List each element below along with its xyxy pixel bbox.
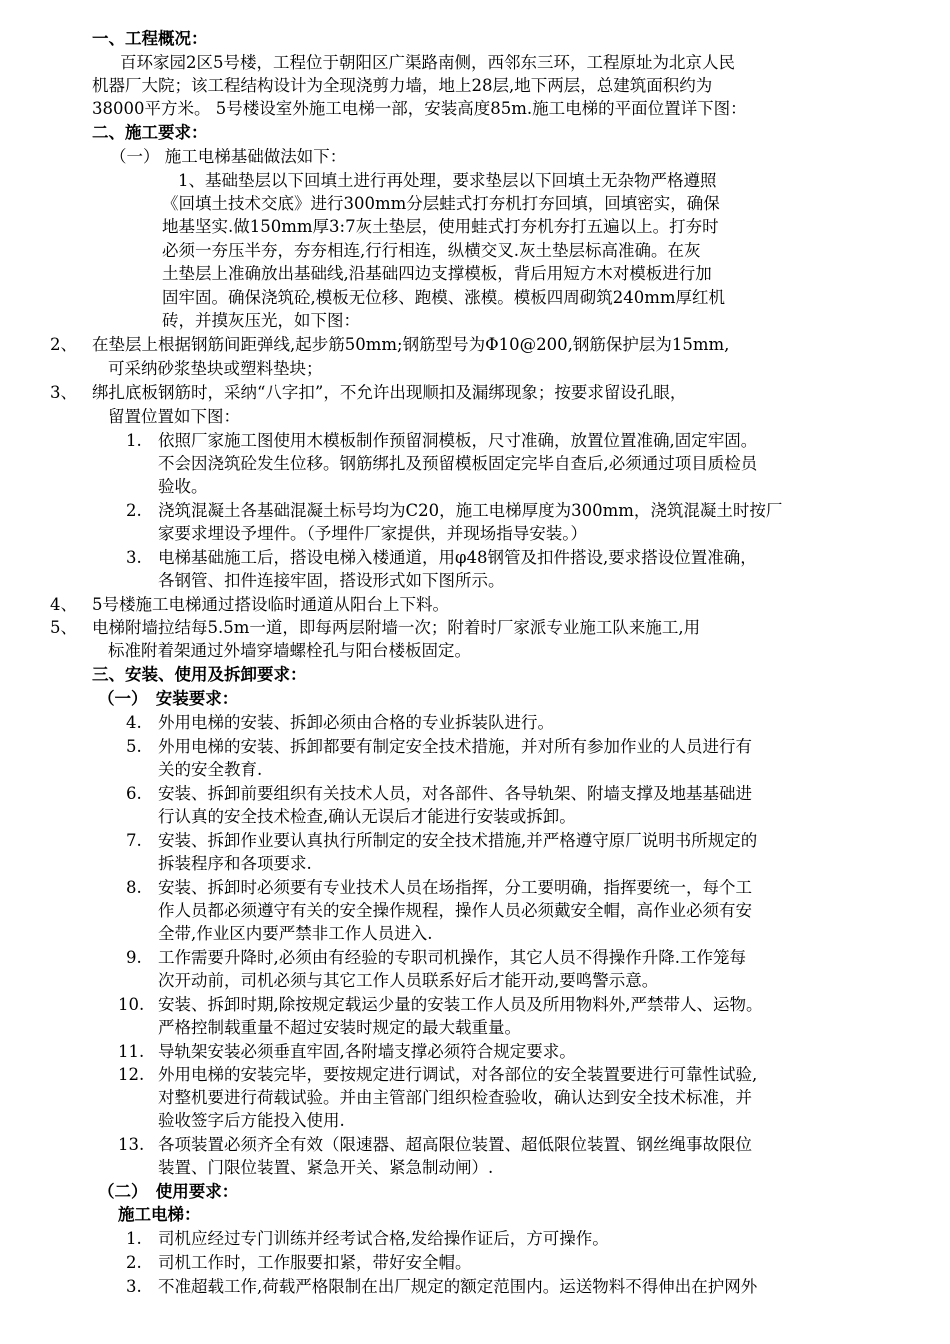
item3-number: 3、 [50, 383, 77, 402]
item3-line: 绑扎底板钢筋时，采纳“八字扣”，不允许出现顺扣及漏绑现象；按要求留设孔眼， [92, 383, 687, 402]
install-item-line: 次开动前，司机必须与其它工作人员联系好后才能开动,要鸣警示意。 [158, 971, 659, 990]
use-item-line: 司机应经过专门训练并经考试合格,发给操作证后，方可操作。 [158, 1229, 609, 1248]
item3-line: 留置位置如下图： [108, 407, 240, 426]
install-item-number: 6. [126, 784, 142, 803]
use-item-number: 3. [126, 1277, 142, 1296]
install-item-line: 对整机要进行荷载试验。并由主管部门组织检查验收，确认达到安全技术标准，并 [158, 1088, 752, 1107]
section1-heading: 一、工程概况： [92, 29, 208, 48]
install-item-line: 安装、拆卸时必须要有专业技术人员在场指挥，分工要明确，指挥要统一，每个工 [158, 878, 752, 897]
section2-subheading: （一） 施工电梯基础做法如下： [110, 147, 347, 166]
item4-number: 4、 [50, 595, 77, 614]
install-item-line: 安装、拆卸前要组织有关技术人员，对各部件、各导轨架、附墙支撑及地基基础进 [158, 784, 752, 803]
install-item-number: 12. [118, 1065, 145, 1084]
install-item-number: 5. [126, 737, 142, 756]
item2-line: 在垫层上根据钢筋间距弹线,起步筋50mm;钢筋型号为Φ10@200,钢筋保护层为15mm, [92, 335, 730, 354]
install-item-number: 7. [126, 831, 142, 850]
item1-line: 必须一夯压半夯，夯夯相连,行行相连，纵横交叉.灰土垫层标高准确。在灰 [162, 241, 701, 260]
item1-line: 《回填土技术交底》进行300mm分层蛙式打夯机打夯回填，回填密实，确保 [162, 194, 720, 213]
item4-line: 5号楼施工电梯通过搭设临时通道从阳台上下料。 [92, 595, 449, 614]
section1-line: 38000平方米。 5号楼设室外施工电梯一部，安装高度85m.施工电梯的平面位置详下图： [92, 99, 747, 118]
install-item-number: 8. [126, 878, 142, 897]
item3-sub-line: 验收。 [158, 477, 208, 496]
install-item-number: 10. [118, 995, 145, 1014]
item1-line: 砖，并摸灰压光，如下图： [162, 311, 360, 330]
install-item-line: 各项装置必须齐全有效（限速器、超高限位装置、超低限位装置、钢丝绳事故限位 [158, 1135, 752, 1154]
item1-line: 1、基础垫层以下回填土进行再处理，要求垫层以下回填土无杂物严格遵照 [178, 171, 717, 190]
install-item-line: 外用电梯的安装、拆卸都要有制定安全技术措施，并对所有参加作业的人员进行有 [158, 737, 752, 756]
install-item-line: 行认真的安全技术检查,确认无误后才能进行安装或拆卸。 [158, 807, 576, 826]
install-item-number: 4. [126, 713, 142, 732]
item5-number: 5、 [50, 618, 77, 637]
item1-line: 地基坚实.做150mm厚3:7灰土垫层，使用蛙式打夯机夯打五遍以上。打夯时 [162, 217, 719, 236]
install-item-line: 工作需要升降时,必须由有经验的专职司机操作，其它人员不得操作升降.工作笼每 [158, 948, 746, 967]
install-item-number: 13. [118, 1135, 145, 1154]
item3-sub-number: 3. [126, 548, 142, 567]
item3-sub-number: 1. [126, 431, 142, 450]
install-item-line: 关的安全教育. [158, 760, 263, 779]
use-item-number: 1. [126, 1229, 142, 1248]
install-subheading: （一） 安装要求： [98, 689, 239, 708]
item3-sub-line: 不会因浇筑砼发生位移。钢筋绑扎及预留模板固定完毕自查后,必须通过项目质检员 [158, 454, 758, 473]
section1-line: 机器厂大院；该工程结构设计为全现浇剪力墙，地上28层,地下两层，总建筑面积约为 [92, 76, 713, 95]
install-item-line: 验收签字后方能投入使用. [158, 1111, 345, 1130]
use-subheading: （二） 使用要求： [98, 1182, 239, 1201]
install-item-line: 外用电梯的安装、拆卸必须由合格的专业拆装队进行。 [158, 713, 554, 732]
install-item-number: 11. [118, 1042, 145, 1061]
item2-line: 可采纳砂浆垫块或塑料垫块； [108, 359, 323, 378]
use-item-line: 司机工作时，工作服要扣紧，带好安全帽。 [158, 1253, 472, 1272]
item5-line: 电梯附墙拉结每5.5m一道，即每两层附墙一次；附着时厂家派专业施工队来施工,用 [92, 618, 701, 637]
item3-sub-line: 浇筑混凝土各基础混凝土标号均为C20，施工电梯厚度为300mm，浇筑混凝土时按厂 [158, 501, 783, 520]
install-item-line: 导轨架安装必须垂直牢固,各附墙支撑必须符合规定要求。 [158, 1042, 576, 1061]
install-item-line: 严格控制载重量不超过安装时规定的最大载重量。 [158, 1018, 521, 1037]
install-item-line: 作人员都必须遵守有关的安全操作规程，操作人员必须戴安全帽，高作业必须有安 [158, 901, 752, 920]
section2-heading: 二、施工要求： [92, 123, 208, 142]
item3-sub-line: 各钢管、扣件连接牢固，搭设形式如下图所示。 [158, 571, 505, 590]
item5-line: 标准附着架通过外墙穿墙螺栓孔与阳台楼板固定。 [108, 641, 471, 660]
item3-sub-number: 2. [126, 501, 142, 520]
item1-line: 土垫层上准确放出基础线,沿基础四边支撑模板，背后用短方木对模板进行加 [162, 264, 712, 283]
item3-sub-line: 依照厂家施工图使用木模板制作预留洞模板，尺寸准确，放置位置准确,固定牢固。 [158, 431, 758, 450]
install-item-line: 全带,作业区内要严禁非工作人员进入. [158, 924, 433, 943]
use-item-line: 不准超载工作,荷载严格限制在出厂规定的额定范围内。运送物料不得伸出在护网外 [158, 1277, 758, 1296]
section3-heading: 三、安装、使用及拆卸要求： [92, 665, 307, 684]
install-item-line: 装置、门限位装置、紧急开关、紧急制动闸）. [158, 1158, 494, 1177]
item3-sub-line: 家要求埋设予埋件。（予埋件厂家提供，并现场指导安装。） [158, 524, 587, 543]
use-subtitle: 施工电梯： [118, 1205, 201, 1224]
install-item-number: 9. [126, 948, 142, 967]
install-item-line: 安装、拆卸时期,除按规定载运少量的安装工作人员及所用物料外,严禁带人、运物。 [158, 995, 763, 1014]
install-item-line: 外用电梯的安装完毕，要按规定进行调试，对各部位的安全装置要进行可靠性试验, [158, 1065, 758, 1084]
item2-number: 2、 [50, 335, 77, 354]
install-item-line: 安装、拆卸作业要认真执行所制定的安全技术措施,并严格遵守原厂说明书所规定的 [158, 831, 758, 850]
use-item-number: 2. [126, 1253, 142, 1272]
section1-line: 百环家园2区5号楼，工程位于朝阳区广渠路南侧，西邻东三环，工程原址为北京人民 [120, 53, 735, 72]
install-item-line: 拆装程序和各项要求. [158, 854, 312, 873]
item3-sub-line: 电梯基础施工后，搭设电梯入楼通道，用φ48钢管及扣件搭设,要求搭设位置准确， [158, 548, 757, 567]
item1-line: 固牢固。确保浇筑砼,模板无位移、跑模、涨模。模板四周砌筑240mm厚红机 [162, 288, 726, 307]
